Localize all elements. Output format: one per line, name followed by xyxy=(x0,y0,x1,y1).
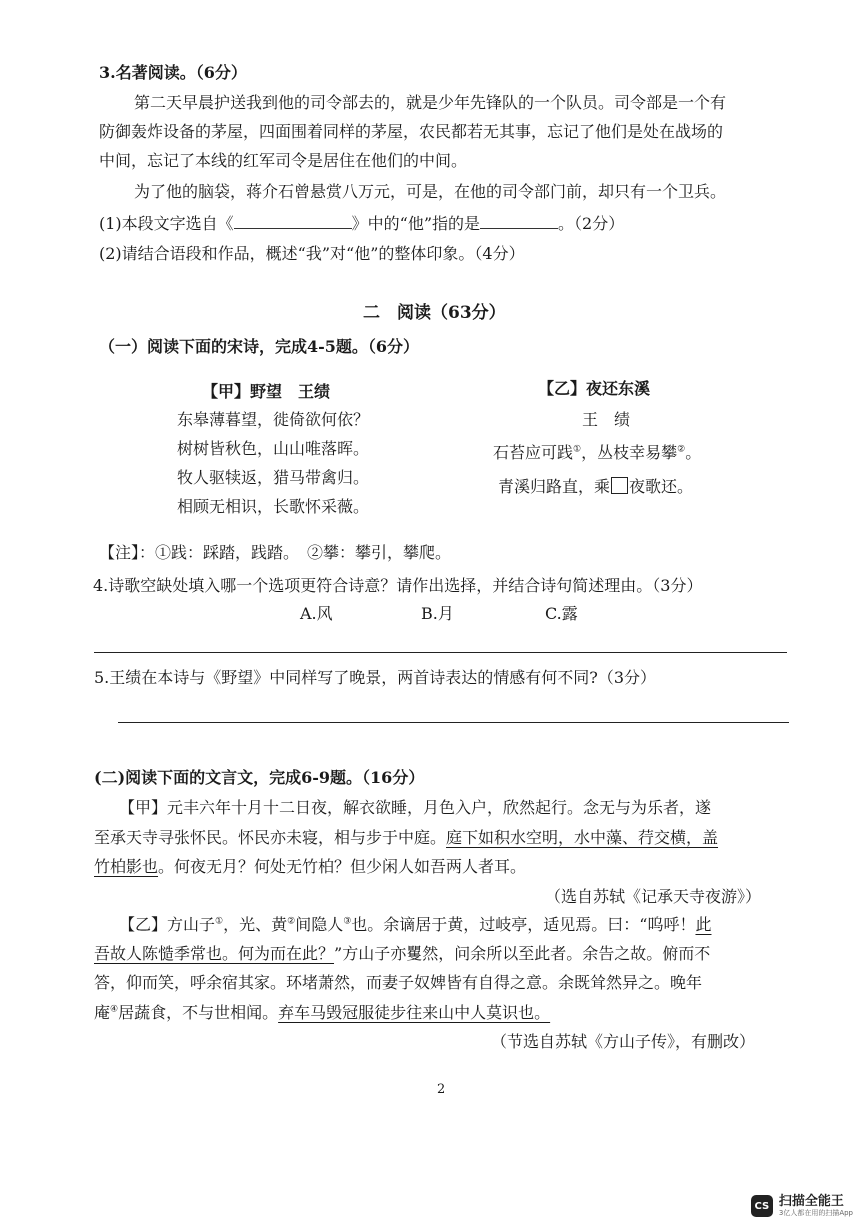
watermark-title: 扫描全能王 xyxy=(778,1194,844,1209)
q3-passage-line: 为了他的脑袋，蒋介石曾悬赏八万元，可是，在他的司令部门前，却只有一个卫兵。 xyxy=(134,182,727,201)
poem-text: ，丛枝幸易攀 xyxy=(581,443,678,462)
yi-text: 庵 xyxy=(94,1003,111,1022)
poem-yi-line xyxy=(493,442,701,464)
yi-text-line: 答，仰而笑，呼余宿其家。环堵萧然，而妻子奴婢皆有自得之意。余既耸然异之。晚年 xyxy=(94,973,703,992)
note-marker: ① xyxy=(215,916,224,927)
page-number: 2 xyxy=(437,1082,446,1097)
yi-text: ，光、黄 xyxy=(223,915,288,934)
poem-jia-line: 牧人驱犊返，猎马带禽归。 xyxy=(177,468,370,487)
jia-text-line: 【甲】元丰六年十月十二日夜，解衣欲睡，月色入户，欣然起行。念无与为乐者，遂 xyxy=(119,798,712,817)
poem-yi-line xyxy=(498,476,693,498)
q3-sub2: (2)请结合语段和作品，概述“我”对“他”的整体印象。（4分） xyxy=(99,244,525,263)
poem-yi-title: 【乙】夜还东溪 xyxy=(538,379,651,398)
underlined-sentence: 竹柏影也 xyxy=(94,857,159,876)
underlined-sentence: 吾故人陈慥季常也。何为而在此？ xyxy=(94,944,335,963)
he-refers-blank[interactable] xyxy=(480,212,558,229)
poem-text: 青溪归路直，乘 xyxy=(498,477,611,496)
q3-sub1-text: 》中的“他”指的是 xyxy=(351,214,481,233)
poem-jia-line: 相顾无相识，长歌怀采薇。 xyxy=(177,497,370,516)
q3-sub1-text: 。（2分） xyxy=(558,214,625,233)
yi-source: （节选自苏轼《方山子传》，有删改） xyxy=(491,1032,756,1051)
jia-text: 至承天寺寻张怀民。怀民亦未寝，相与步于中庭。 xyxy=(94,828,447,847)
jia-source: （选自苏轼《记承天寺夜游》） xyxy=(545,887,762,906)
yi-text-line xyxy=(94,943,710,965)
q3-passage-line: 防御轰炸设备的茅屋，四面围着同样的茅屋，农民都若无其事，忘记了他们是处在战场的 xyxy=(99,122,724,141)
note-marker: ③ xyxy=(343,916,352,927)
note-marker: ② xyxy=(677,444,686,455)
note-marker: ② xyxy=(287,916,296,927)
poem-text: 石苔应可践 xyxy=(493,443,574,462)
poem-jia-line: 东皋薄暮望，徙倚欲何依？ xyxy=(177,410,370,429)
q5-answer-line[interactable] xyxy=(118,722,789,723)
note-marker: ① xyxy=(573,444,582,455)
yi-text: 【乙】方山子 xyxy=(119,915,216,934)
poem-text: 夜歌还。 xyxy=(629,477,694,496)
camscanner-logo-icon: CS xyxy=(751,1195,773,1217)
jia-text: 。何夜无月？何处无竹柏？但少闲人如吾两人者耳。 xyxy=(158,857,527,876)
q3-passage-line: 中间，忘记了本线的红军司令是居住在他们的中间。 xyxy=(99,151,468,170)
yi-text: 居蔬食，不与世相闻。 xyxy=(118,1003,279,1022)
q3-sub1-text: (1)本段文字选自《 xyxy=(99,214,234,233)
jia-text-line xyxy=(94,856,526,878)
part1-heading: （一）阅读下面的宋诗，完成4-5题。（6分） xyxy=(99,337,420,356)
q3-sub1 xyxy=(99,212,624,235)
underlined-sentence: 庭下如积水空明，水中藻、荇交横，盖 xyxy=(446,828,719,847)
book-title-blank[interactable] xyxy=(234,212,352,229)
q4-option-b[interactable]: B.月 xyxy=(421,604,454,623)
poem-note: 【注】：①践：踩踏，践踏。 ②攀：攀引，攀爬。 xyxy=(99,543,452,562)
poem-text: 。 xyxy=(685,443,702,462)
missing-word-box xyxy=(611,477,628,494)
yi-text: 间隐人 xyxy=(295,915,344,934)
poem-jia-line: 树树皆秋色，山山唯落晖。 xyxy=(177,439,370,458)
q3-passage-line: 第二天早晨护送我到他的司令部去的，就是少年先锋队的一个队员。司令部是一个有 xyxy=(134,93,727,112)
q5-text: 5.王绩在本诗与《野望》中同样写了晚景，两首诗表达的情感有何不同?（3分） xyxy=(94,668,657,687)
scanner-watermark xyxy=(751,1194,853,1218)
poem-jia-title: 【甲】野望 王绩 xyxy=(202,382,331,401)
yi-text-line xyxy=(94,1002,550,1024)
section-heading: 二 阅读（63分） xyxy=(363,303,506,323)
q3-heading: 3.名著阅读。（6分） xyxy=(99,63,247,82)
watermark-subtitle: 3亿人都在用的扫描App xyxy=(778,1209,853,1217)
q4-option-a[interactable]: A.风 xyxy=(300,604,333,623)
yi-text: ”方山子亦矍然，问余所以至此者。余告之故。俯而不 xyxy=(334,944,711,963)
poem-yi-author: 王 绩 xyxy=(582,410,631,429)
underlined-sentence: 此 xyxy=(695,915,712,934)
underlined-sentence: 弃车马毁冠服徒步往来山中人莫识也。 xyxy=(278,1003,551,1022)
yi-text-line xyxy=(119,914,711,936)
part2-heading: (二)阅读下面的文言文，完成6-9题。（16分） xyxy=(94,768,425,787)
q4-option-c[interactable]: C.露 xyxy=(545,604,578,623)
jia-text-line xyxy=(94,827,718,849)
q4-text: 4.诗歌空缺处填入哪一个选项更符合诗意？请作出选择，并结合诗句简述理由。（3分） xyxy=(93,576,703,595)
note-marker: ④ xyxy=(110,1004,119,1015)
q4-answer-line[interactable] xyxy=(94,652,787,653)
yi-text: 也。余谪居于黄，过岐亭，适见焉。曰：“呜呼！ xyxy=(351,915,696,934)
